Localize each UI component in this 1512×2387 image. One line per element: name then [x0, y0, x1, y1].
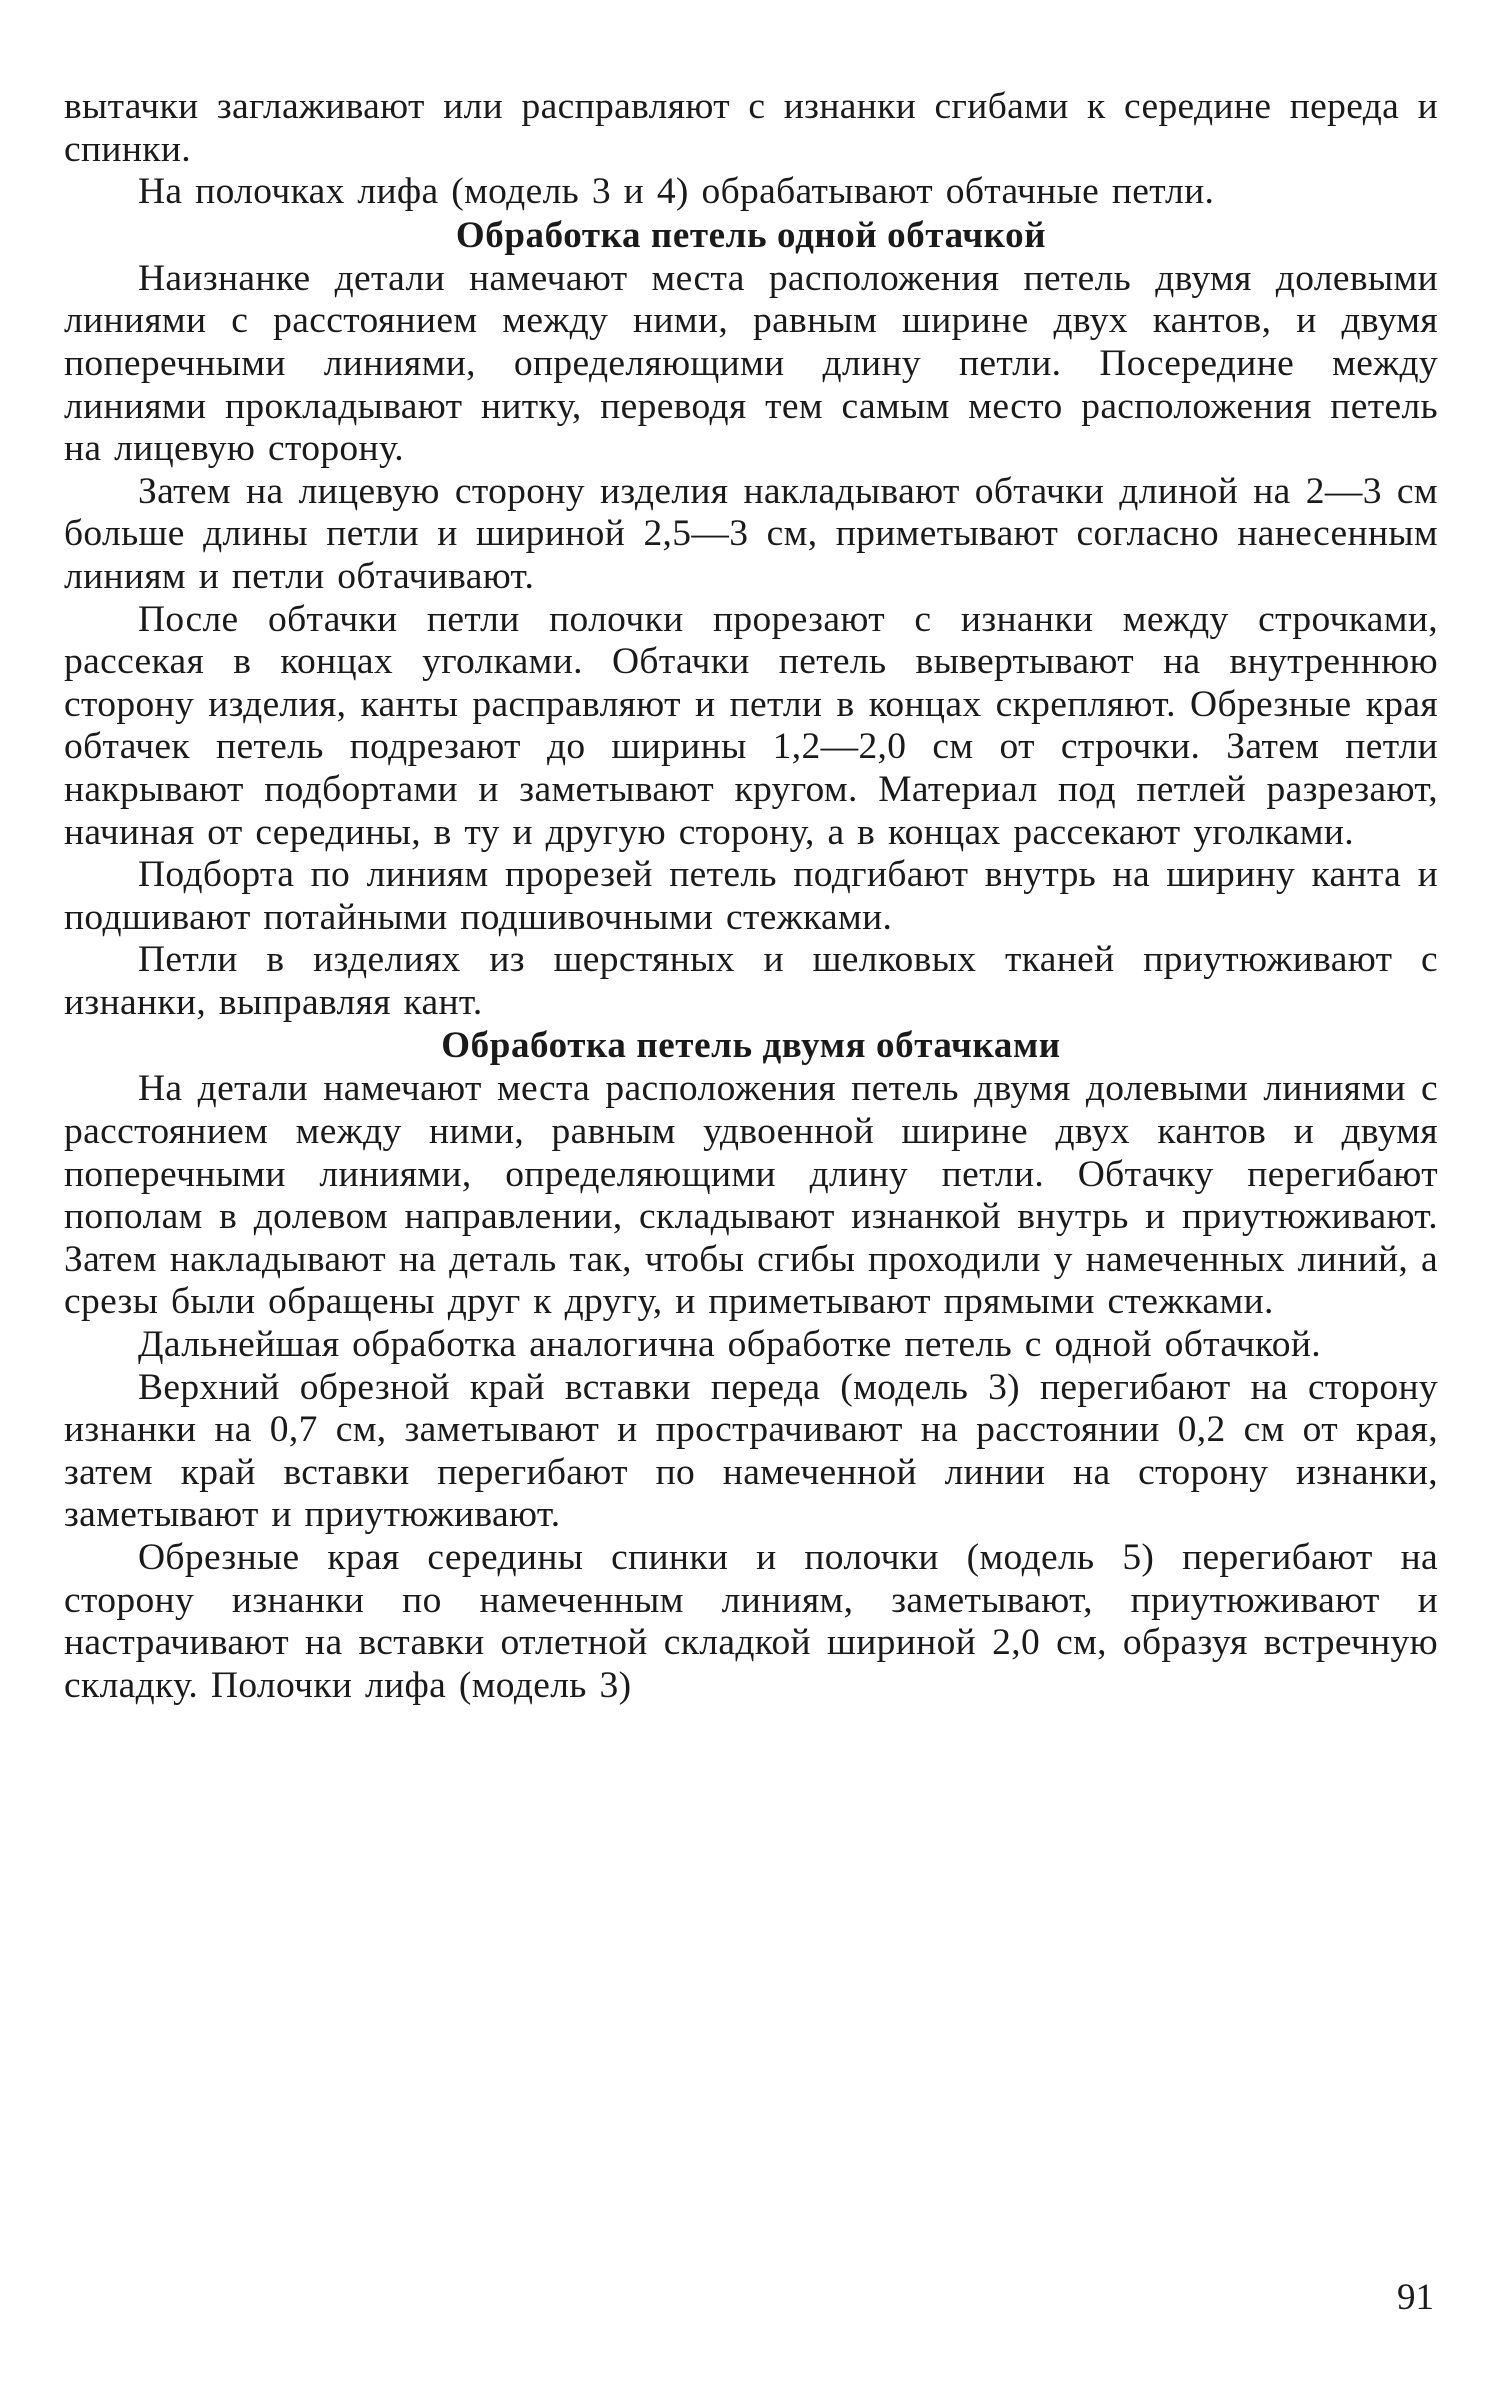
section2-paragraph-1: На детали намечают места расположения петель двумя долевыми линиями с расстоянием между ними, равным удвоенной ширине двух кантов и двумя поперечными линиями, определяющими длину петли. Обтачку перегибают пополам в долевом направлении, складывают изнанкой внутрь и приутюживают. Затем накладывают на деталь так, чтобы сгибы проходили у намеченных линий, а срезы были обращены друг к другу, и приметывают прямыми стежками. [64, 1068, 1438, 1323]
paragraph-top-2: На полочках лифа (модель 3 и 4) обрабатывают обтачные петли. [138, 171, 1215, 213]
section1-paragraph-4: Подборта по линиям прорезей петель подгибают внутрь на ширину канта и подшивают потайными подшивочными стежками. [64, 854, 1438, 938]
book-page [64, 86, 1438, 2346]
section1-paragraph-3: После обтачки петли полочки прорезают с изнанки между строчками, рассекая в концах уголками. Обтачки петель вывертывают на внутреннюю сторону изделия, канты расправляют и петли в концах скрепляют. Обрезные края обтачек петель подрезают до ширины 1,2—2,0 см от строчки. Затем петли накрывают подбортами и заметывают кругом. Материал под петлей разрезают, начиная от середины, в ту и другую сторону, а в концах рассекают уголками. [64, 598, 1438, 853]
section2-paragraph-2: Дальнейшая обработка аналогична обработке петель с одной обтачкой. [138, 1324, 1321, 1366]
page-number: 91 [1397, 2277, 1434, 2318]
section-heading-one-facing: Обработка петель одной обтачкой [455, 214, 1047, 256]
section2-paragraph-3: Верхний обрезной край вставки переда (модель 3) перегибают на сторону изнанки на 0,7 см, заметывают и прострачивают на расстоянии 0,2 см от края, затем край вставки перегибают по намеченной линии на сторону изнанки, заметывают и приутюживают. [64, 1366, 1438, 1536]
section1-paragraph-5: Петли в изделиях из шерстяных и шелковых тканей приутюживают с изнанки, выправляя кант. [64, 939, 1438, 1023]
section-heading-two-facings: Обработка петель двумя обтачками [441, 1025, 1061, 1067]
section2-paragraph-4: Обрезные края середины спинки и полочки (модель 5) перегибают на сторону изнанки по намеченным линиям, заметывают, приутюживают и настрачивают на вставки отлетной складкой шириной 2,0 см, образуя встречную складку. Полочки лифа (модель 3) [64, 1537, 1438, 1706]
section1-paragraph-1: Наизнанке детали намечают места расположения петель двумя долевыми линиями с расстоянием между ними, равным ширине двух кантов, и двумя поперечными линиями, определяющими длину петли. Посередине между линиями прокладывают нитку, переводя тем самым место расположения петель на лицевую сторону. [64, 257, 1438, 470]
paragraph-top-1: вытачки заглаживают или расправляют с изнанки сгибами к середине переда и спинки. [64, 86, 1438, 170]
section1-paragraph-2: Затем на лицевую сторону изделия накладывают обтачки длиной на 2—3 см больше длины петли и шириной 2,5—3 см, приметывают согласно нанесенным линиям и петли обтачивают. [64, 470, 1438, 597]
